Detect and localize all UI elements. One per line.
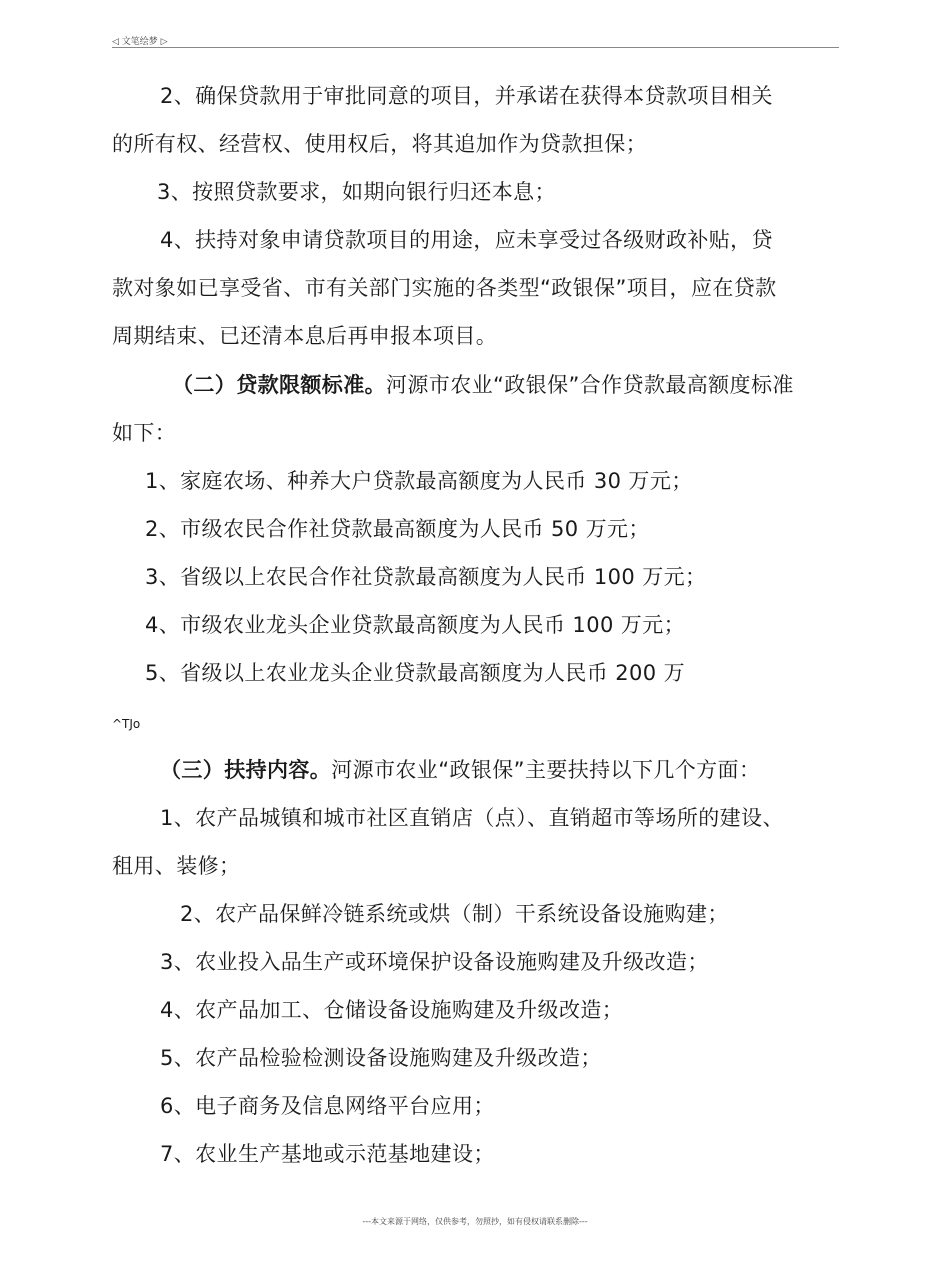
header-divider (112, 47, 839, 48)
paragraph-line: 如下： (112, 421, 177, 445)
paragraph-line: 款对象如已享受省、市有关部门实施的各类型“政银保”项目，应在贷款 (112, 276, 777, 300)
list-item: 租用、装修； (112, 854, 241, 878)
list-item: 5、农产品检验检测设备设施购建及升级改造； (160, 1046, 602, 1070)
section-heading: （三）扶持内容。 (160, 758, 332, 782)
page-header: ◁ 文笔绘梦 ▷ (112, 37, 168, 47)
section-text: 河源市农业“政银保”主要扶持以下几个方面： (331, 758, 761, 782)
section-text: 河源市农业“政银保”合作贷款最高额度标准 (386, 373, 794, 397)
section-three-line (160, 754, 760, 784)
paragraph-line: 2、确保贷款用于审批同意的项目，并承诺在获得本贷款项目相关 (160, 84, 773, 108)
list-item: 4、市级农业龙头企业贷款最高额度为人民币 100 万元； (145, 613, 685, 637)
stray-text: ^TJo (112, 717, 141, 731)
list-item: 6、电子商务及信息网络平台应用； (160, 1094, 495, 1118)
section-two-line (172, 369, 794, 399)
page-footer: ---本文来源于网络，仅供参考，勿照抄，如有侵权请联系删除--- (362, 1217, 588, 1226)
list-item: 7、农业生产基地或示范基地建设； (160, 1142, 495, 1166)
list-item: 1、家庭农场、种养大户贷款最高额度为人民币 30 万元； (145, 469, 693, 493)
paragraph-line: 4、扶持对象申请贷款项目的用途，应未享受过各级财政补贴，贷 (160, 228, 773, 252)
list-item: 4、农产品加工、仓储设备设施购建及升级改造； (160, 998, 624, 1022)
paragraph-line: 的所有权、经营权、使用权后，将其追加作为贷款担保； (112, 132, 647, 156)
list-item: 2、农产品保鲜冷链系统或烘（制）干系统设备设施购建； (180, 902, 729, 926)
list-item: 3、农业投入品生产或环境保护设备设施购建及升级改造； (160, 950, 709, 974)
paragraph-line: 3、按照贷款要求，如期向银行归还本息； (157, 180, 556, 204)
list-item: 3、省级以上农民合作社贷款最高额度为人民币 100 万元； (145, 565, 707, 589)
section-heading: （二）贷款限额标准。 (172, 373, 386, 397)
list-item: 5、省级以上农业龙头企业贷款最高额度为人民币 200 万 (145, 661, 685, 685)
paragraph-line: 周期结束、已还清本息后再申报本项目。 (112, 324, 498, 348)
list-item: 2、市级农民合作社贷款最高额度为人民币 50 万元； (145, 517, 650, 541)
list-item: 1、农产品城镇和城市社区直销店（点）、直销超市等场所的建设、 (160, 806, 784, 830)
